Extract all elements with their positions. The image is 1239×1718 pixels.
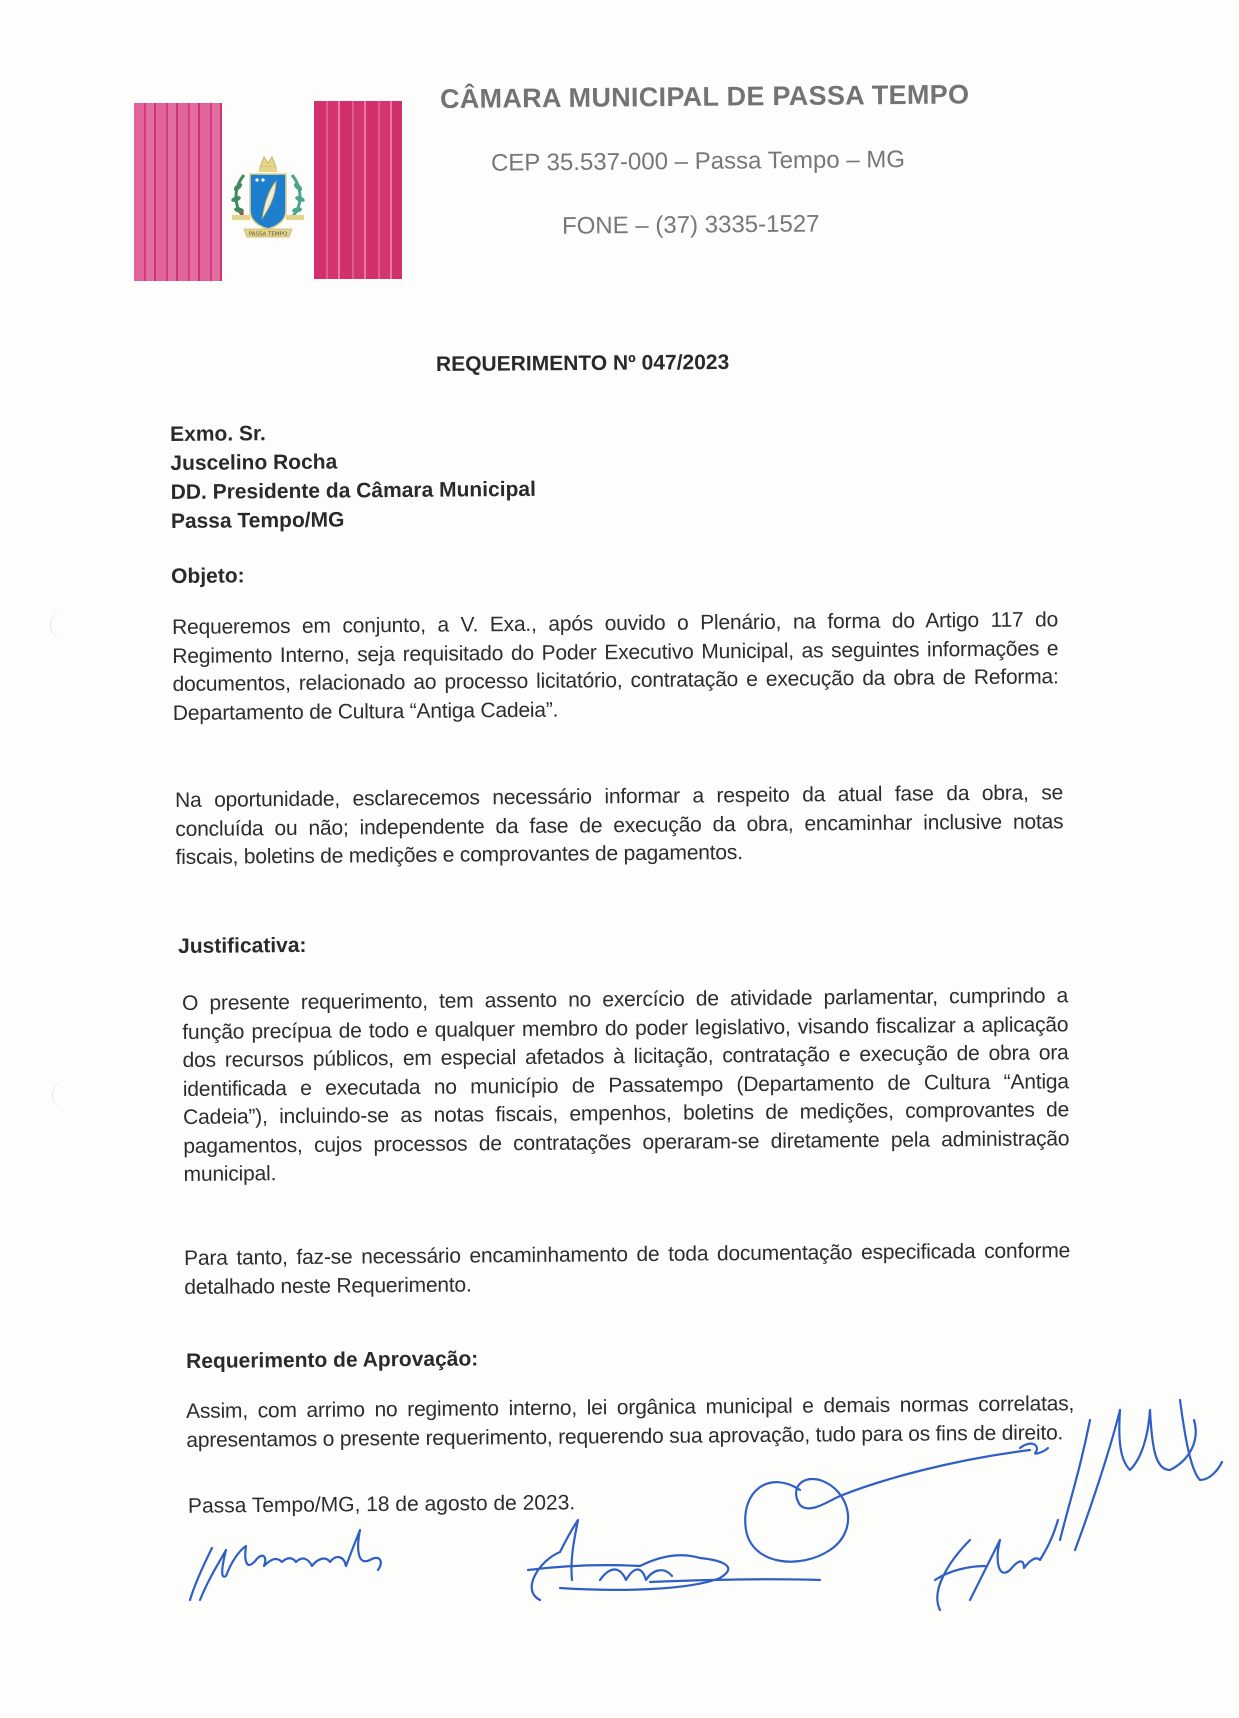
scan-artifact [50, 610, 81, 640]
chamber-logo [134, 103, 402, 281]
justificativa-paragraph-2: Para tanto, faz-se necessário encaminhamento de toda documentação especificada conforme detalhado neste Requerimento. [184, 1239, 1071, 1299]
section-heading-justificativa: Justificativa: [178, 933, 307, 958]
signature-3 [745, 1450, 1030, 1562]
addressee-salutation: Exmo. Sr. [170, 422, 266, 446]
organization-postal-line: CEP 35.537-000 – Passa Tempo – MG [490, 146, 906, 177]
aprovacao-paragraph: Assim, com arrimo no regimento interno, lei orgânica municipal e demais normas correlatas, apresentamos o presente requerimento, requerendo sua aprovação, tudo para os fins de direito. [186, 1392, 1075, 1452]
section-heading-aprovacao: Requerimento de Aprovação: [186, 1347, 479, 1373]
signature-1 [190, 1530, 381, 1600]
justificativa-paragraph-1: O presente requerimento, tem assento no exercício de atividade parlamentar, cumprindo a função precípua de todo e qualquer membro do poder legislativo, visando fiscalizar a aplicação dos recursos públicos, em especial afetados à licitação, contratação e execução de obra ora identificada e executada no município de Passatempo (Departamento de Cultura “Antiga Cadeia”), incluindo-se as notas fiscais, empenhos, boletins de medições, comprovantes de pagamentos, cujos processos de contratações operaram-se diretamente pela administração municipal. [182, 984, 1070, 1186]
addressee-role: DD. Presidente da Câmara Municipal [170, 477, 537, 504]
coat-of-arms-icon [226, 153, 310, 243]
crest-motto: PASSA TEMPO [248, 231, 288, 238]
document-title: REQUERIMENTO Nº 047/2023 [435, 350, 730, 377]
addressee-block [170, 417, 536, 536]
objeto-paragraph-1: Requeremos em conjunto, a V. Exa., após ouvido o Plenário, na forma do Artigo 117 do Regimento Interno, seja requisitado do Poder Executivo Municipal, as seguintes informações e documentos, relacionado ao processo licitatório, contratação e execução da obra de Reforma: Departamento de Cultura “Antiga Cadeia”. [172, 608, 1059, 725]
section-heading-objeto: Objeto: [171, 564, 245, 588]
scan-artifact [52, 1080, 83, 1110]
organization-name: CÂMARA MUNICIPAL DE PASSA TEMPO [439, 79, 970, 114]
flag-stripe-right [314, 101, 402, 279]
date-line: Passa Tempo/MG, 18 de agosto de 2023. [187, 1491, 576, 1518]
organization-phone-line: FONE – (37) 3335-1527 [561, 210, 820, 240]
signature-2-underline [650, 1579, 820, 1582]
flag-stripe-left [134, 103, 222, 281]
objeto-paragraph-2: Na oportunidade, esclarecemos necessário informar a respeito da atual fase da obra, se concluída ou não; independente da fase de execução da obra, encaminhar inclusive notas fiscais, boletins de medições e comprovantes de pagamentos. [175, 781, 1064, 869]
addressee-location: Passa Tempo/MG [170, 508, 345, 533]
signature-2 [528, 1520, 728, 1600]
addressee-name: Juscelino Rocha [170, 450, 338, 475]
